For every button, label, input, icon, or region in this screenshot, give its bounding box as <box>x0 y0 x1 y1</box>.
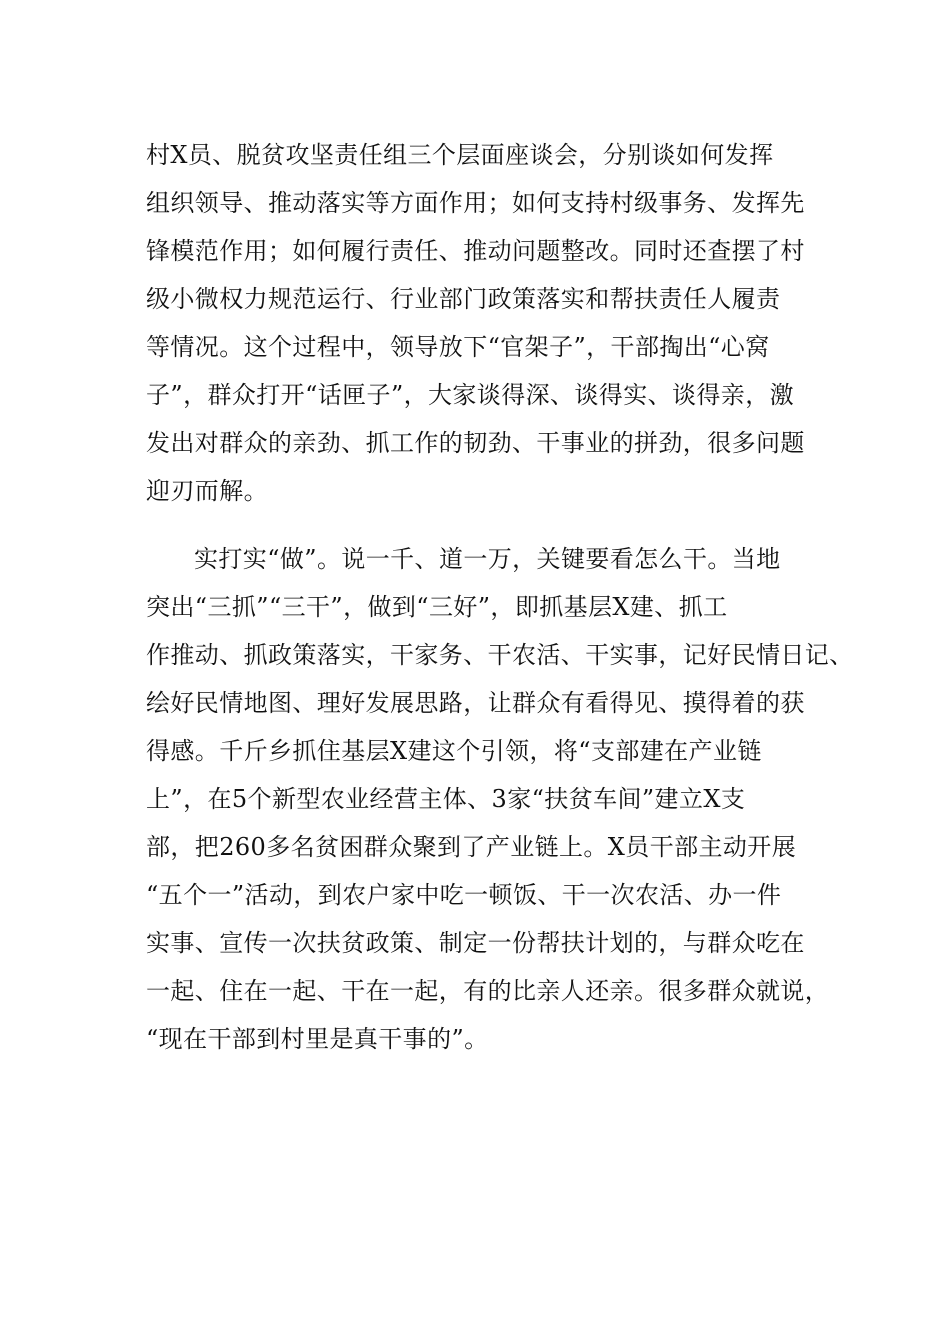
text-line: 实打实“做”。说一千、道一万，关键要看怎么干。当地 <box>194 545 781 573</box>
text-line: 实事、宣传一次扶贫政策、制定一份帮扶计划的，与群众吃在 <box>146 929 805 957</box>
text-line: 组织领导、推动落实等方面作用；如何支持村级事务、发挥先 <box>146 189 805 217</box>
text-line: “五个一”活动，到农户家中吃一顿饭、干一次农活、办一件 <box>146 881 782 909</box>
text-line: 一起、住在一起、干在一起，有的比亲人还亲。很多群众就说， <box>146 977 830 1005</box>
text-line: 作推动、抓政策落实，干家务、干农活、干实事，记好民情日记、 <box>146 641 854 669</box>
paragraph-2 <box>146 535 854 1063</box>
text-line: “现在干部到村里是真干事的”。 <box>146 1025 489 1053</box>
text-line: 部，把260多名贫困群众聚到了产业链上。X员干部主动开展 <box>146 833 797 861</box>
text-line: 发出对群众的亲劲、抓工作的韧劲、干事业的拼劲，很多问题 <box>146 429 805 457</box>
text-line: 突出“三抓”“三干”，做到“三好”，即抓基层X建、抓工 <box>146 593 728 621</box>
text-line: 锋模范作用；如何履行责任、推动问题整改。同时还查摆了村 <box>146 237 805 265</box>
text-line: 迎刃而解。 <box>146 477 268 505</box>
text-line: 绘好民情地图、理好发展思路，让群众有看得见、摸得着的获 <box>146 689 805 717</box>
text-line: 等情况。这个过程中，领导放下“官架子”，干部掏出“心窝 <box>146 333 770 361</box>
paragraph-1 <box>146 131 810 515</box>
text-line: 子”，群众打开“话匣子”，大家谈得深、谈得实、谈得亲，激 <box>146 381 795 409</box>
text-line: 得感。千斤乡抓住基层X建这个引领，将“支部建在产业链 <box>146 737 762 765</box>
text-line: 村X员、脱贫攻坚责任组三个层面座谈会，分别谈如何发挥 <box>146 141 774 169</box>
text-line: 级小微权力规范运行、行业部门政策落实和帮扶责任人履责 <box>146 285 781 313</box>
text-line: 上”，在5个新型农业经营主体、3家“扶贫车间”建立X支 <box>146 785 746 813</box>
